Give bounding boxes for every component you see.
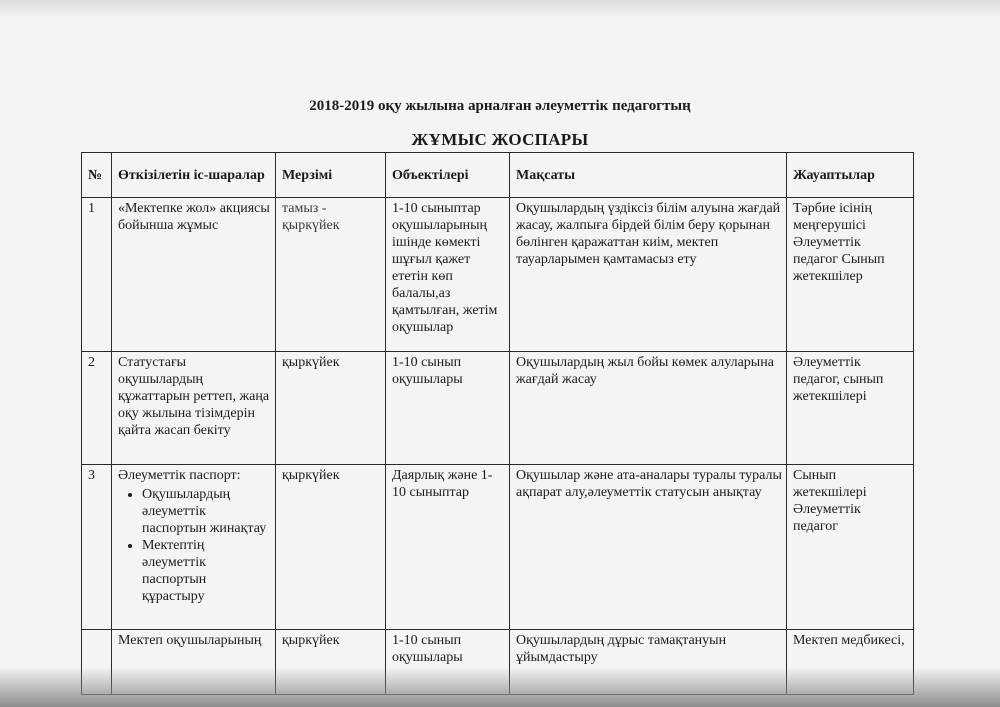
cell-number: 1 xyxy=(82,198,112,352)
cell-goal: Оқушылар және ата-аналары туралы туралы ақпарат алу,әлеуметтік статусын анықтау xyxy=(510,465,787,630)
cell-event-heading: Әлеуметтік паспорт: xyxy=(118,468,241,483)
table-row xyxy=(82,352,914,465)
cell-objects: Даярлық және 1-10 сыныптар xyxy=(386,465,510,630)
table-row xyxy=(82,198,914,352)
cell-responsible: Тәрбие ісінің меңгерушісі Әлеуметтік педагог Сынып жетекшілер xyxy=(787,198,914,352)
list-item: • Мектептің әлеуметтік паспортын құрастыру xyxy=(142,537,271,605)
cell-term: қыркүйек xyxy=(276,630,386,695)
document-subtitle: ЖҰМЫС ЖОСПАРЫ xyxy=(411,130,589,149)
cell-goal: Оқушылардың жыл бойы көмек алуларына жағдай жасау xyxy=(510,352,787,465)
cell-objects: 1-10 сынып оқушылары xyxy=(386,352,510,465)
header-objects: Объектілері xyxy=(386,153,510,198)
event-bullet-list xyxy=(118,486,271,605)
cell-event: Статустағы оқушылардың құжаттарын реттеп, жаңа оқу жылына тізімдерін қайта жасап бекіту xyxy=(112,352,276,465)
scan-shadow-top xyxy=(0,0,1000,18)
table-header-row xyxy=(82,153,914,198)
cell-responsible: Әлеуметтік педагог, сынып жетекшілері xyxy=(787,352,914,465)
cell-goal: Оқушылардың дұрыс тамақтануын ұйымдастыру xyxy=(510,630,787,695)
cell-responsible: Мектеп медбикесі, xyxy=(787,630,914,695)
cell-goal: Оқушылардың үздіксіз білім алуына жағдай жасау, жалпыға бірдей білім беру қорынан бөлінген қаражаттан киім, мектеп тауарларымен қамтамасыз ету xyxy=(510,198,787,352)
document-title: 2018-2019 оқу жылына арналған әлеуметтік педагогтың xyxy=(309,98,691,114)
scan-shadow-bottom xyxy=(0,667,1000,707)
header-term: Мерзімі xyxy=(276,153,386,198)
cell-term: қыркүйек xyxy=(276,465,386,630)
cell-term: қыркүйек xyxy=(276,352,386,465)
cell-number: 3 xyxy=(82,465,112,630)
cell-term: тамыз - қыркүйек xyxy=(276,198,386,352)
list-item: • Оқушылардың әлеуметтік паспортын жинақтау xyxy=(142,486,271,537)
cell-number: 2 xyxy=(82,352,112,465)
cell-objects: 1-10 сыныптар оқушыларының ішінде көмекті шұғыл қажет ететін көп балалы,аз қамтылған, жетім оқушылар xyxy=(386,198,510,352)
work-plan-table xyxy=(81,152,914,695)
header-event: Өткізілетін іс-шаралар xyxy=(112,153,276,198)
header-number: № xyxy=(82,153,112,198)
table-row xyxy=(82,465,914,630)
cell-objects: 1-10 сынып оқушылары xyxy=(386,630,510,695)
cell-responsible: Сынып жетекшілері Әлеуметтік педагог xyxy=(787,465,914,630)
cell-event: «Мектепке жол» акциясы бойынша жұмыс xyxy=(112,198,276,352)
cell-event xyxy=(112,465,276,630)
cell-event: Мектеп оқушыларының xyxy=(112,630,276,695)
header-responsible: Жауаптылар xyxy=(787,153,914,198)
header-goal: Мақсаты xyxy=(510,153,787,198)
